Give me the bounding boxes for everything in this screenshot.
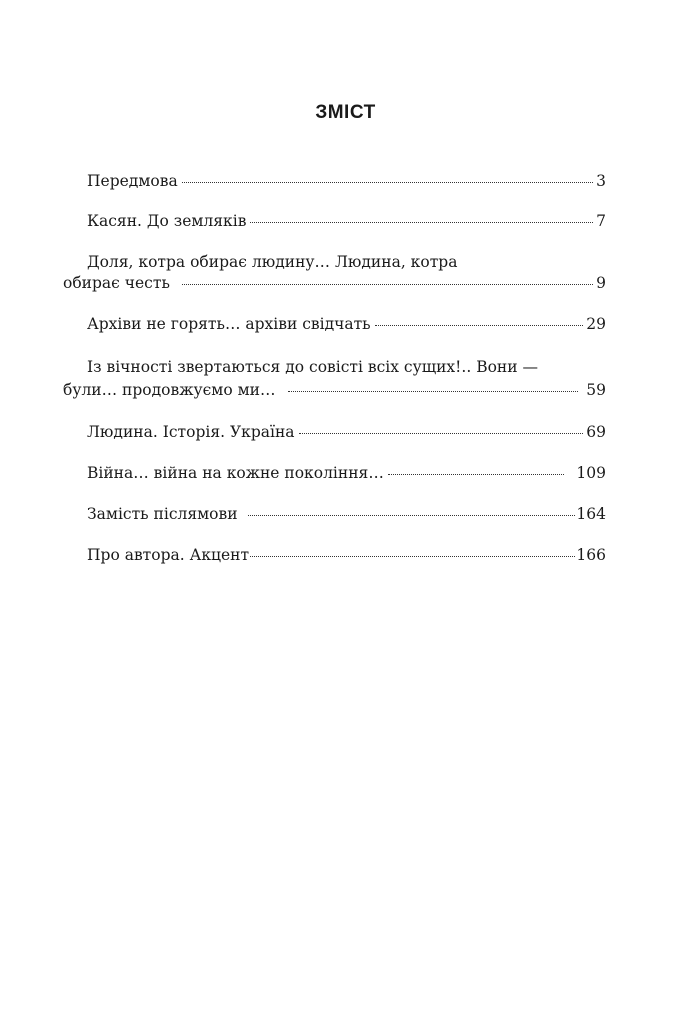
dot-leader (375, 325, 584, 326)
toc-entry-line-first (87, 358, 538, 376)
toc-entry (87, 315, 606, 333)
toc-page-number: 109 (576, 464, 606, 482)
toc-entry (87, 464, 606, 482)
dot-leader (182, 182, 593, 183)
toc-entry-title: Із вічності звертаються до совісті всіх сущих!.. Вони — (87, 358, 538, 376)
toc-page-number: 7 (596, 212, 606, 230)
toc-entry (63, 274, 606, 292)
toc-entry (63, 381, 606, 399)
toc-entry-title: Доля, котра обирає людину… Людина, котра (87, 253, 458, 271)
toc-page-number: 164 (576, 505, 606, 523)
toc-entry (87, 505, 606, 523)
toc-entry-title-continued: були… продовжуємо ми… (63, 381, 276, 399)
toc-entry (87, 546, 606, 564)
toc-page-number: 9 (596, 274, 606, 292)
toc-entry-title: Про автора. Акцент (87, 546, 250, 564)
toc-entry (87, 172, 606, 190)
toc-page-number: 59 (586, 381, 606, 399)
dot-leader (182, 284, 593, 285)
toc-entry (87, 423, 606, 441)
toc-entry-title: Війна… війна на кожне покоління… (87, 464, 384, 482)
toc-page-number: 166 (576, 546, 606, 564)
dot-leader (248, 515, 576, 516)
dot-leader (299, 433, 584, 434)
toc-entry-title-continued: обирає честь (63, 274, 170, 292)
dot-leader (288, 391, 579, 392)
toc-entry-title: Касян. До земляків (87, 212, 247, 230)
toc-page-number: 3 (596, 172, 606, 190)
toc-entry (87, 212, 606, 230)
toc-entry-title: Людина. Історія. Україна (87, 423, 295, 441)
toc-page-number: 69 (586, 423, 606, 441)
toc-entry-title: Замість післямови (87, 505, 238, 523)
toc-heading: ЗМІСТ (315, 102, 376, 123)
toc-page-number: 29 (586, 315, 606, 333)
dot-leader (250, 222, 593, 223)
dot-leader (388, 474, 565, 475)
toc-entry-title: Передмова (87, 172, 178, 190)
toc-entry-line-first (87, 253, 457, 271)
toc-entry-title: Архіви не горять… архіви свідчать (87, 315, 371, 333)
dot-leader (250, 556, 575, 557)
